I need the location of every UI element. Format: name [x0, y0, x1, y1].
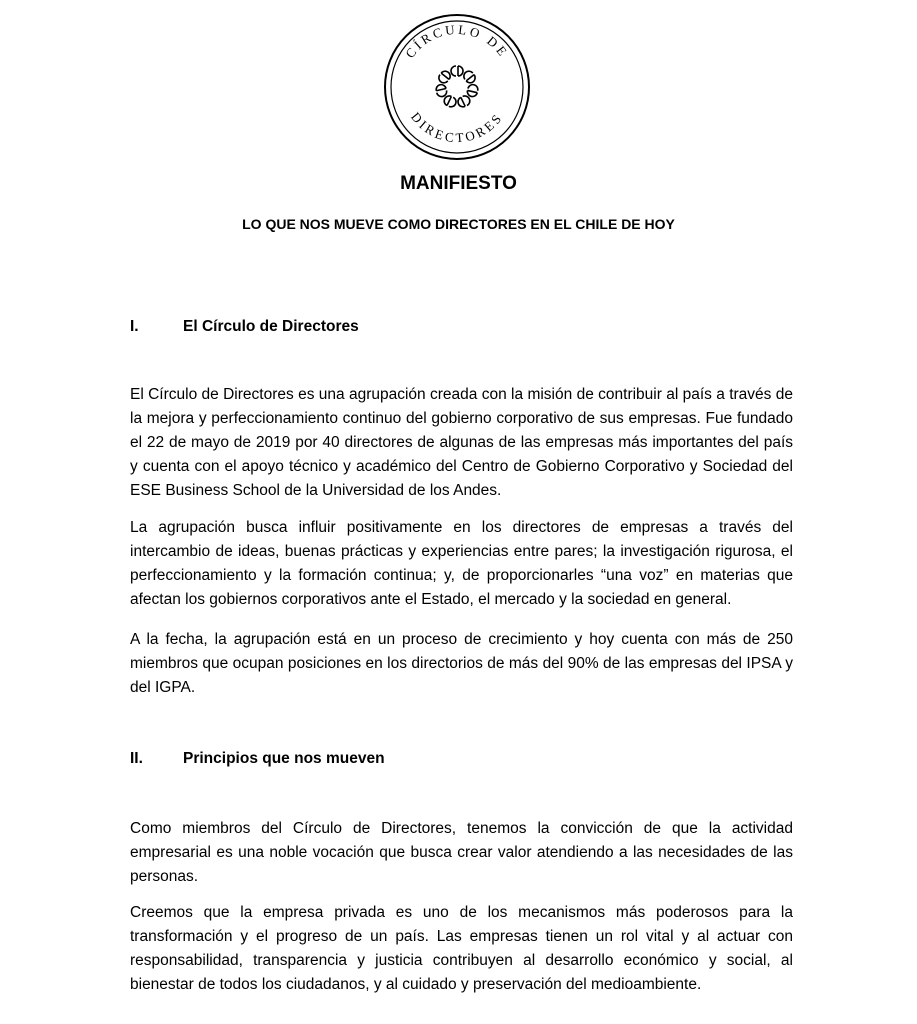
cd-monogram-mark	[451, 66, 463, 76]
document-subtitle: LO QUE NOS MUEVE COMO DIRECTORES EN EL CHILE DE HOY	[242, 216, 675, 232]
cd-monogram-mark	[462, 69, 477, 85]
svg-text:DIRECTORES: DIRECTORES	[408, 109, 506, 146]
paragraph: El Círculo de Directores es una agrupación creada con la misión de contribuir al país a través de la mejora y perfeccionamiento continuo del gobierno corporativo de sus empresas. Fue fundado el 22 de mayo de 2019 por 40 directores de algunas de las empresas más importantes del país y cuenta con el apoyo técnico y académico del Centro de Gobierno Corporativo y Sociedad del ESE Business School de la Universidad de los Andes.	[130, 386, 793, 499]
section-heading-1	[130, 318, 359, 336]
section-heading-text: El Círculo de Directores	[183, 318, 359, 335]
cd-monogram-mark	[466, 84, 478, 98]
paragraph: A la fecha, la agrupación está en un proceso de crecimiento y hoy cuenta con más de 250 miembros que ocupan posiciones en los directorios de más del 90% de las empresas del IPSA y del IGPA.	[130, 631, 793, 696]
section-number: I.	[130, 318, 139, 335]
svg-text:CÍRCULO DE: CÍRCULO DE	[402, 21, 512, 61]
paragraph: Como miembros del Círculo de Directores, tenemos la convicción de que la actividad empresarial es una noble vocación que busca crear valor atendiendo a las necesidades de las personas.	[130, 820, 793, 885]
paragraph: La agrupación busca influir positivamente en los directores de empresas a través del intercambio de ideas, buenas prácticas y experiencias entre pares; la investigación rigurosa, el perfeccionamiento y la formación continua; y, de proporcionarles “una voz” en materias que afectan los gobiernos corporativos ante el Estado, el mercado y la sociedad en general.	[130, 519, 793, 608]
document-title: MANIFIESTO	[400, 173, 517, 194]
circulo-de-directores-logo	[382, 12, 532, 162]
section-number: II.	[130, 750, 143, 767]
cd-monogram-mark	[435, 84, 447, 98]
cd-monogram-mark	[437, 69, 452, 85]
section-heading-text: Principios que nos mueven	[183, 750, 385, 767]
section-heading-2	[130, 750, 385, 768]
paragraph: Creemos que la empresa privada es uno de los mecanismos más poderosos para la transformación y el progreso de un país. Las empresas tienen un rol vital y al actuar con responsabilidad, transparencia y justicia contribuyen al desarrollo económico y social, al bienestar de todos los ciudadanos, y al cuidado y preservación del medioambiente.	[130, 904, 793, 993]
